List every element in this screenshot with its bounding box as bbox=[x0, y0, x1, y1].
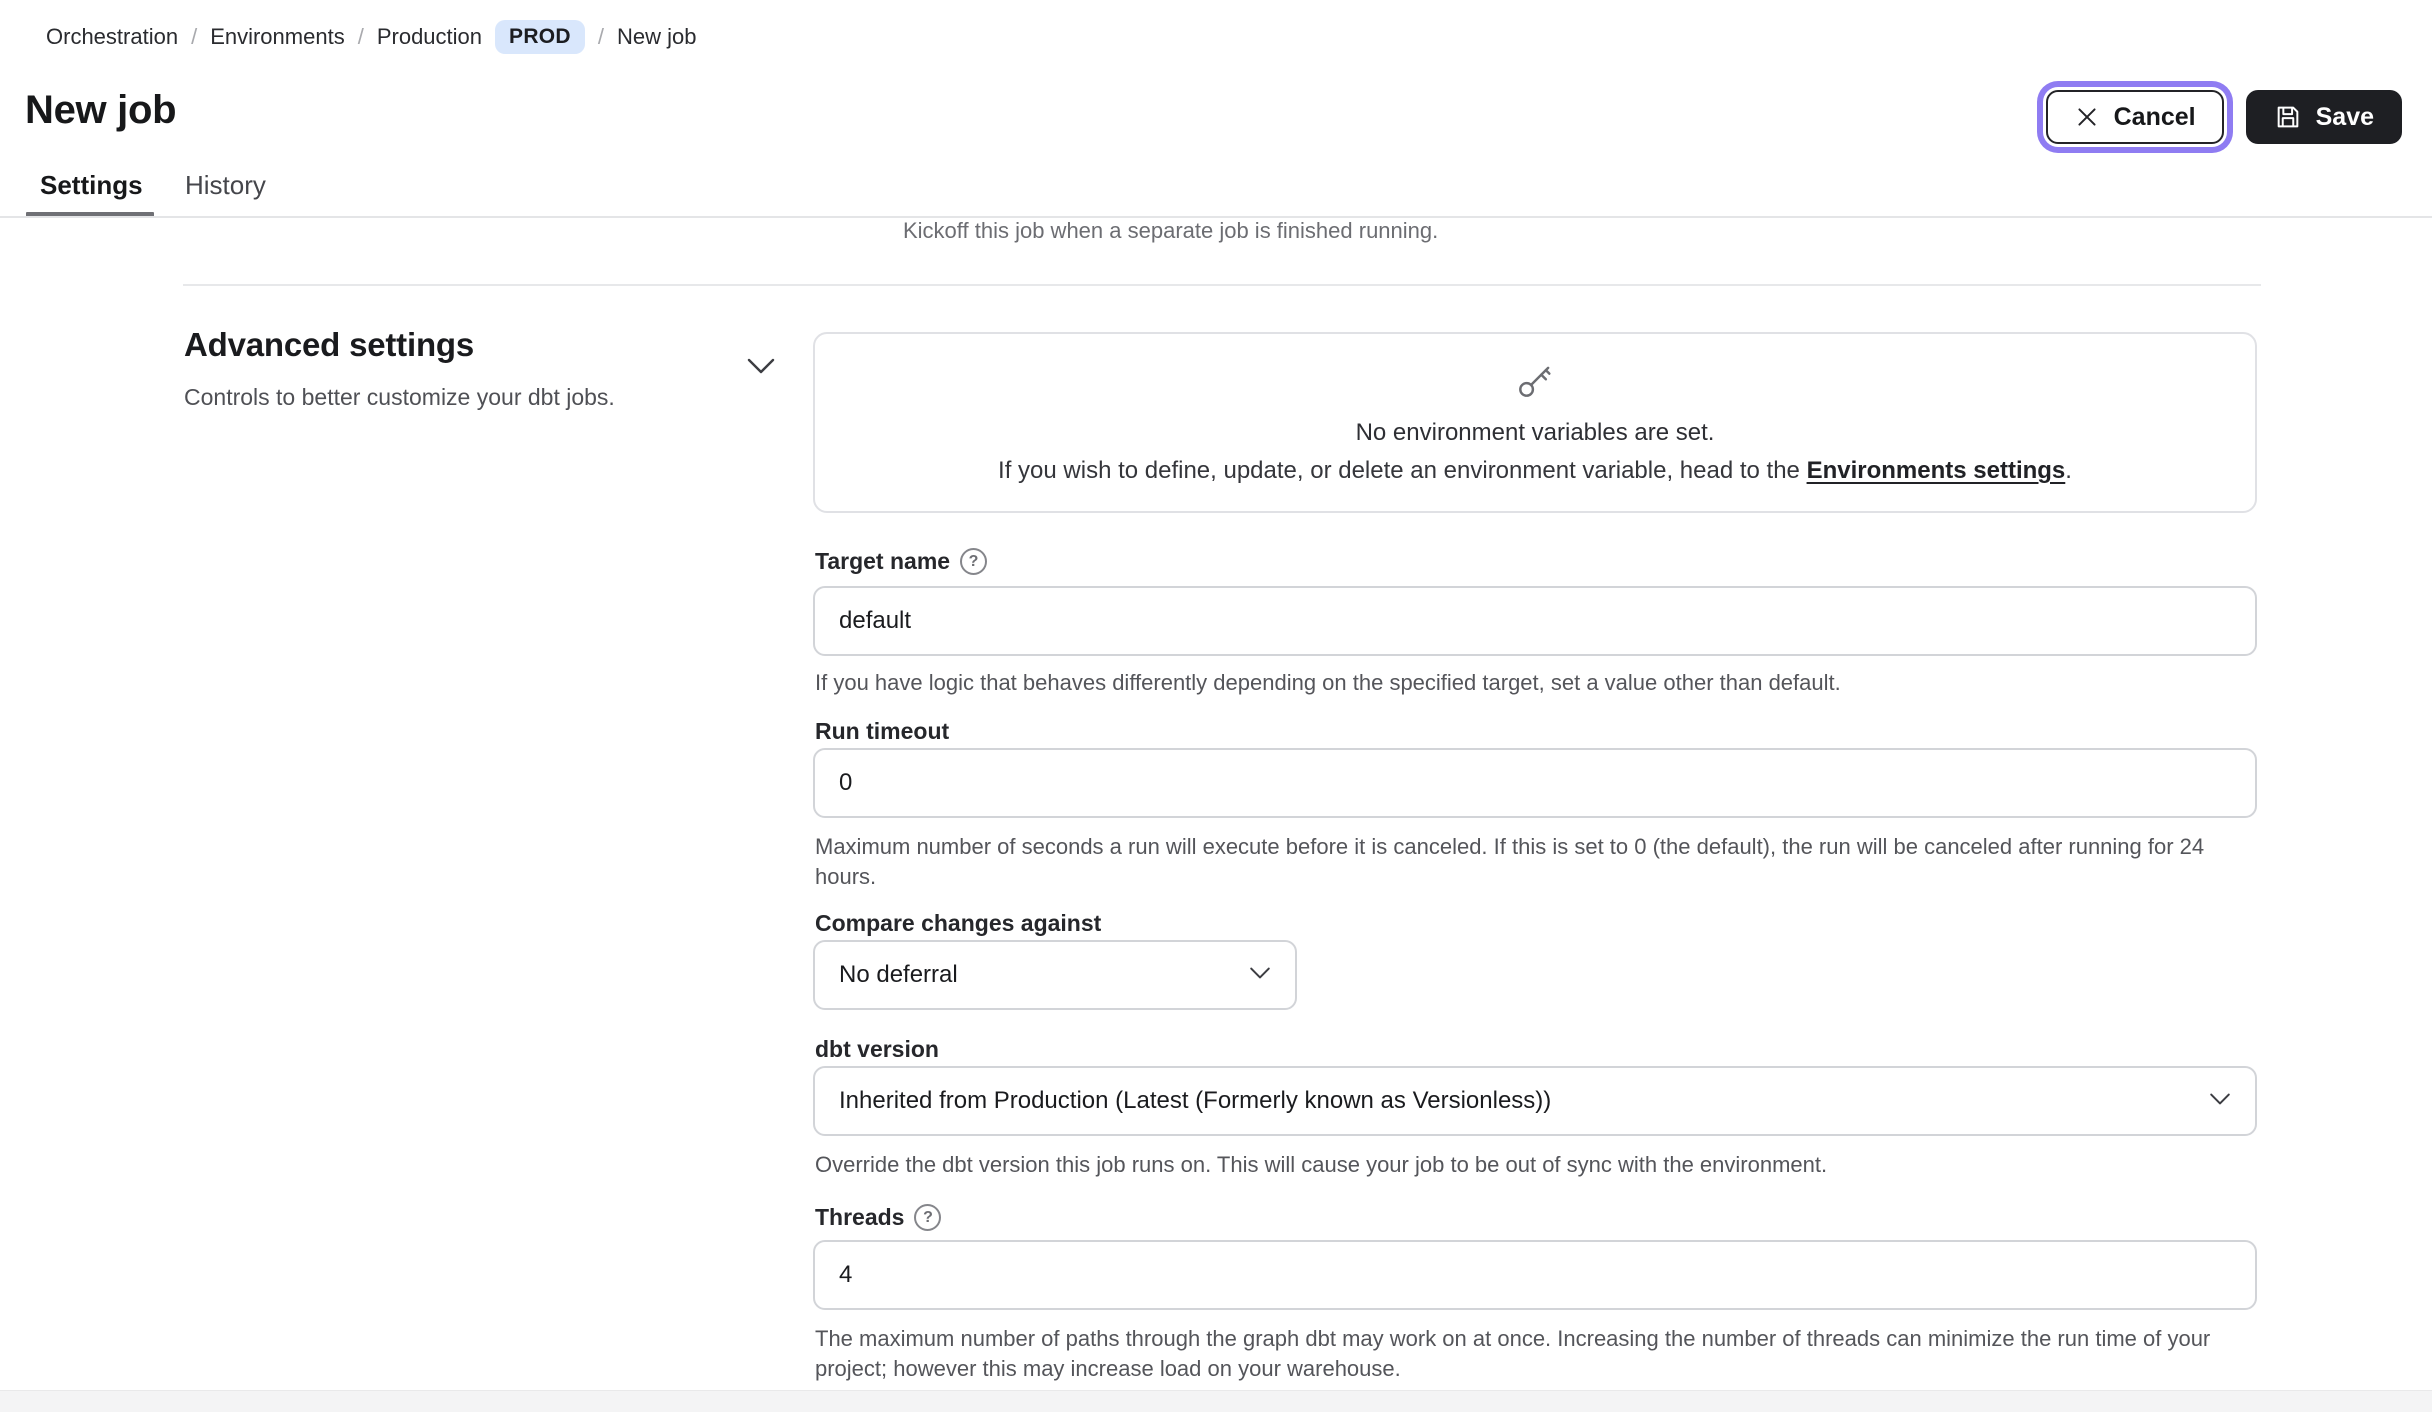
target-name-input[interactable] bbox=[813, 586, 2257, 656]
save-button-label: Save bbox=[2315, 102, 2374, 131]
environments-settings-link[interactable]: Environments settings bbox=[1806, 457, 2066, 484]
threads-label bbox=[815, 1204, 941, 1231]
dbt-version-label-text: dbt version bbox=[815, 1036, 939, 1062]
compare-changes-label-text: Compare changes against bbox=[815, 910, 1102, 936]
compare-changes-value: No deferral bbox=[839, 961, 958, 988]
chevron-down-icon[interactable] bbox=[746, 356, 776, 381]
env-description-text: If you wish to define, update, or delete an environment variable, head to the bbox=[998, 457, 1807, 484]
breadcrumb-environments[interactable]: Environments bbox=[210, 24, 345, 49]
compare-changes-label bbox=[815, 910, 1101, 937]
env-description-period: . bbox=[2065, 457, 2072, 484]
environment-badge: PROD bbox=[495, 20, 585, 54]
section-divider bbox=[183, 284, 2261, 286]
dbt-version-value: Inherited from Production (Latest (Formerly known as Versionless)) bbox=[839, 1087, 1552, 1114]
threads-label-text: Threads bbox=[815, 1204, 905, 1230]
threads-helper: The maximum number of paths through the graph dbt may work on at once. Increasing the number of threads can minimize the run time of your project; however this may increase load on your warehouse. bbox=[815, 1326, 2211, 1381]
cancel-button[interactable] bbox=[2046, 90, 2224, 144]
chevron-down-icon bbox=[1249, 966, 1271, 985]
dbt-version-select[interactable] bbox=[813, 1066, 2257, 1136]
advanced-settings-subtitle: Controls to better customize your dbt jobs. bbox=[184, 384, 615, 410]
close-icon bbox=[2074, 104, 2100, 130]
header-actions bbox=[2046, 90, 2402, 144]
dbt-version-helper: Override the dbt version this job runs on. This will cause your job to be out of sync with the environment. bbox=[815, 1152, 1828, 1177]
target-name-label bbox=[815, 548, 987, 575]
threads-input[interactable] bbox=[813, 1240, 2257, 1310]
save-button[interactable] bbox=[2246, 90, 2402, 144]
breadcrumb-orchestration[interactable]: Orchestration bbox=[46, 24, 179, 49]
dbt-version-label bbox=[815, 1036, 939, 1063]
run-timeout-helper: Maximum number of seconds a run will execute before it is canceled. If this is set to 0 (the default), the run will be canceled after running for 24 hours. bbox=[815, 834, 2205, 889]
env-empty-title: No environment variables are set. bbox=[1355, 419, 1715, 446]
env-empty-description bbox=[998, 457, 2072, 485]
env-variables-empty-panel bbox=[813, 332, 2257, 513]
breadcrumb-production[interactable]: Production bbox=[376, 24, 483, 49]
breadcrumb-current: New job bbox=[617, 24, 697, 49]
target-name-helper: If you have logic that behaves differently depending on the specified target, set a value other than default. bbox=[815, 670, 1841, 695]
trigger-on-job-completion-helper: Kickoff this job when a separate job is finished running. bbox=[903, 218, 1439, 243]
breadcrumb-separator: / bbox=[597, 24, 605, 49]
bottom-edge bbox=[0, 1390, 2432, 1412]
help-icon[interactable]: ? bbox=[960, 548, 987, 575]
breadcrumb-separator: / bbox=[357, 24, 364, 49]
breadcrumb bbox=[46, 20, 697, 54]
tab-settings[interactable]: Settings bbox=[40, 170, 143, 200]
key-icon bbox=[1514, 360, 1556, 407]
breadcrumb-separator: / bbox=[191, 24, 198, 49]
cancel-button-label: Cancel bbox=[2113, 102, 2196, 131]
help-icon[interactable]: ? bbox=[914, 1204, 941, 1231]
target-name-label-text: Target name bbox=[815, 548, 951, 574]
advanced-settings-title: Advanced settings bbox=[184, 326, 475, 363]
run-timeout-label-text: Run timeout bbox=[815, 718, 950, 744]
tab-history[interactable]: History bbox=[185, 170, 266, 200]
save-icon bbox=[2274, 103, 2302, 131]
run-timeout-label bbox=[815, 718, 949, 745]
page-title: New job bbox=[25, 88, 177, 132]
tab-bar bbox=[0, 158, 2432, 218]
chevron-down-icon bbox=[2209, 1092, 2231, 1111]
run-timeout-input[interactable] bbox=[813, 748, 2257, 818]
compare-changes-select[interactable] bbox=[813, 940, 1297, 1010]
